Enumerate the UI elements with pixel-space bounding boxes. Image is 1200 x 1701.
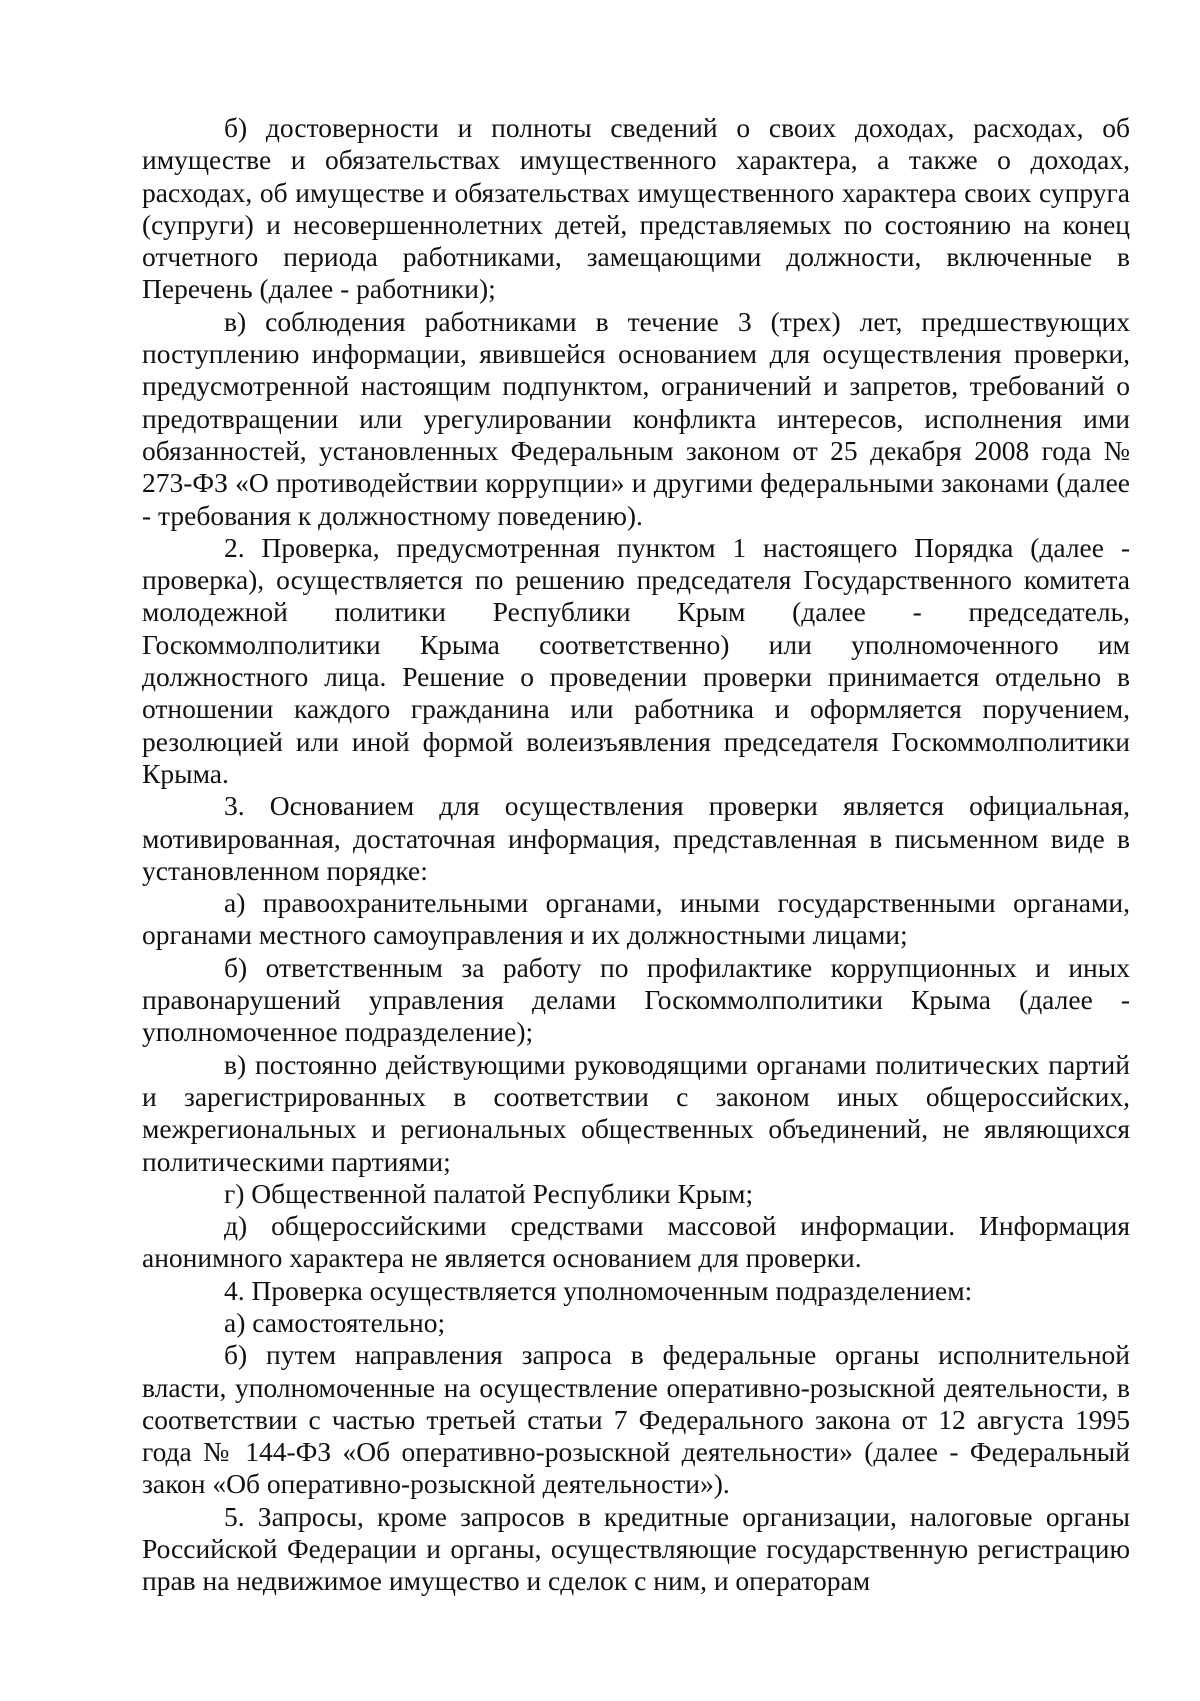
paragraph-3b: б) ответственным за работу по профилактике коррупционных и иных правонарушений управления делами Госкоммолполитики Крыма (далее - уполномоченное подразделение); <box>142 951 1130 1048</box>
paragraph-3d: д) общероссийскими средствами массовой информации. Информация анонимного характера не является основанием для проверки. <box>142 1210 1130 1274</box>
paragraph-4a: а) самостоятельно; <box>224 1306 446 1338</box>
paragraph-3a: а) правоохранительными органами, иными государственными органами, органами местного самоуправления и их должностными лицами; <box>142 887 1130 951</box>
paragraph-1v: в) соблюдения работниками в течение 3 (трех) лет, предшествующих поступлению информации, явившейся основанием для осуществления проверки, предусмотренной настоящим подпунктом, ограничений и запретов, требований о предотвращении или урегулировании конфликта интересов, исполнения ими обязанностей, установленных Федеральным законом от 25 декабря 2008 года № 273-ФЗ «О противодействии коррупции» и другими федеральными законами (далее - требования к должностному поведению). <box>142 305 1130 531</box>
paragraph-4b: б) путем направления запроса в федеральные органы исполнительной власти, уполномоченные на осуществление оперативно-розыскной деятельности, в соответствии с частью третьей статьи 7 Федерального закона от 12 августа 1995 года № 144-ФЗ «Об оперативно-розыскной деятельности» (далее - Федеральный закон «Об оперативно-розыскной деятельности»). <box>142 1339 1130 1500</box>
paragraph-5: 5. Запросы, кроме запросов в кредитные организации, налоговые органы Российской Федерации и органы, осуществляющие государственную регистрацию прав на недвижимое имущество и сделок с ним, и операторам <box>142 1500 1130 1597</box>
document-page <box>142 112 1130 1598</box>
paragraph-4: 4. Проверка осуществляется уполномоченным подразделением: <box>224 1274 973 1306</box>
paragraph-3g: г) Общественной палатой Республики Крым; <box>224 1177 754 1209</box>
paragraph-1b: б) достоверности и полноты сведений о своих доходах, расходах, об имуществе и обязательствах имущественного характера, а также о доходах, расходах, об имуществе и обязательствах имущественного характера своих супруга (супруги) и несовершеннолетних детей, представляемых по состоянию на конец отчетного периода работниками, замещающими должности, включенные в Перечень (далее - работники); <box>142 112 1130 305</box>
paragraph-3: 3. Основанием для осуществления проверки является официальная, мотивированная, достаточная информация, представленная в письменном виде в установленном порядке: <box>142 790 1130 886</box>
paragraph-3v: в) постоянно действующими руководящими органами политических партий и зарегистрированных в соответствии с законом иных общероссийских, межрегиональных и региональных общественных объединений, не являющихся политическими партиями; <box>142 1048 1130 1177</box>
paragraph-2: 2. Проверка, предусмотренная пунктом 1 настоящего Порядка (далее - проверка), осуществляется по решению председателя Государственного комитета молодежной политики Республики Крым (далее - председатель, Госкоммолполитики Крыма соответственно) или уполномоченного им должностного лица. Решение о проведении проверки принимается отдельно в отношении каждого гражданина или работника и оформляется поручением, резолюцией или иной формой волеизъявления председателя Госкоммолполитики Крыма. <box>142 531 1130 789</box>
